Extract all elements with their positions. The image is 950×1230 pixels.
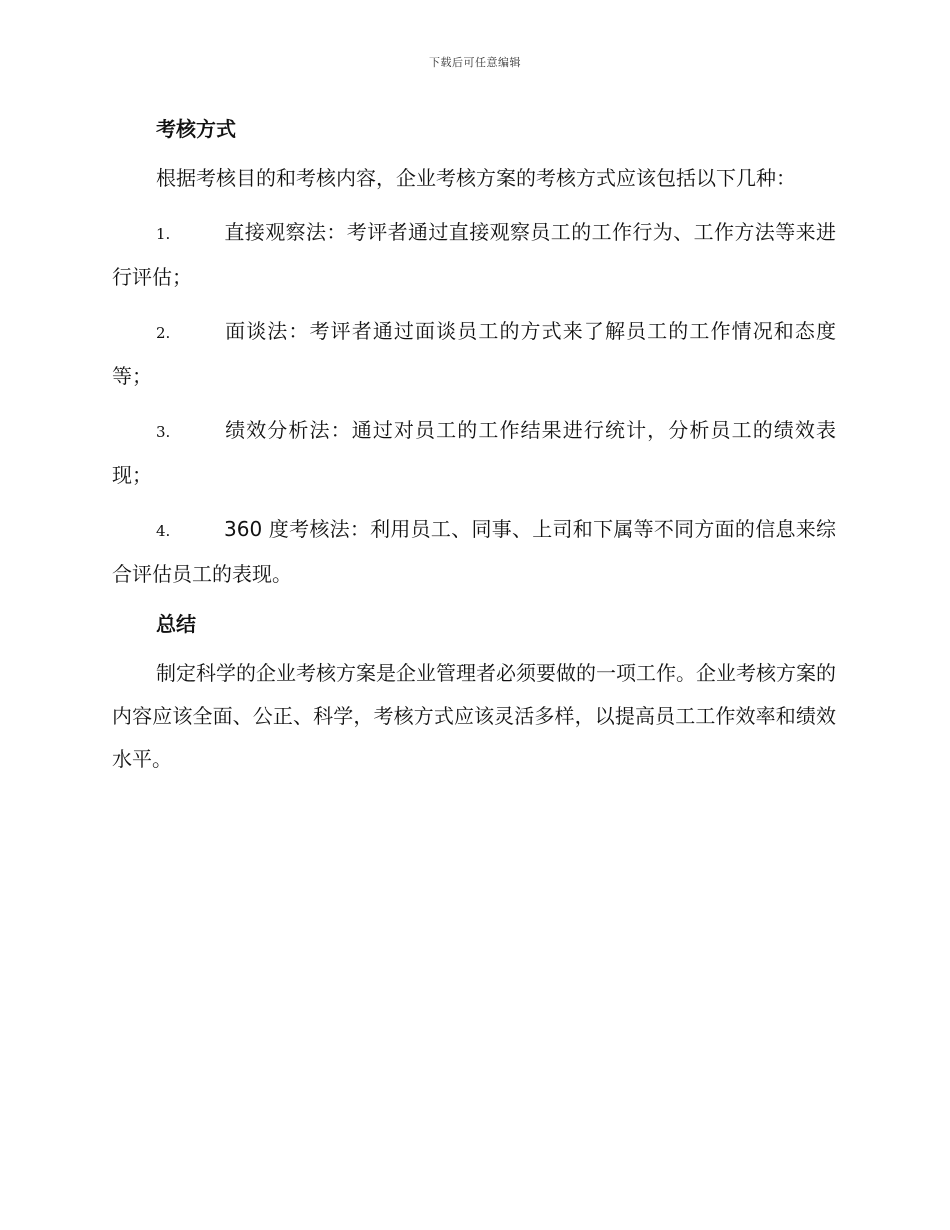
summary-paragraph: 制定科学的企业考核方案是企业管理者必须要做的一项工作。企业考核方案的内容应该全面、公正、科学，考核方式应该灵活多样，以提高员工工作效率和绩效水平。 xyxy=(112,661,836,771)
list-item-number: 3. xyxy=(156,423,171,441)
list-item xyxy=(112,310,836,398)
section-heading-summary: 总结 xyxy=(156,612,196,636)
document-body xyxy=(112,112,836,792)
list-item xyxy=(112,409,836,497)
list-item-text: 直接观察法：考评者通过直接观察员工的工作行为、工作方法等来进行评估； xyxy=(112,220,836,289)
page-header: 下载后可任意编辑 xyxy=(429,56,521,69)
section-heading-methods: 考核方式 xyxy=(156,117,236,141)
list-item-text: 360 度考核法：利用员工、同事、上司和下属等不同方面的信息来综合评估员工的表现。 xyxy=(112,517,836,586)
list-item-number: 2. xyxy=(156,324,171,342)
methods-intro-paragraph: 根据考核目的和考核内容，企业考核方案的考核方式应该包括以下几种： xyxy=(156,166,796,190)
list-item-number: 1. xyxy=(156,225,171,243)
list-item-text: 绩效分析法：通过对员工的工作结果进行统计，分析员工的绩效表现； xyxy=(112,418,836,487)
list-item xyxy=(112,508,836,596)
list-item-text: 面谈法：考评者通过面谈员工的方式来了解员工的工作情况和态度等； xyxy=(112,319,836,388)
list-item-number: 4. xyxy=(156,522,171,540)
list-item xyxy=(112,211,836,299)
